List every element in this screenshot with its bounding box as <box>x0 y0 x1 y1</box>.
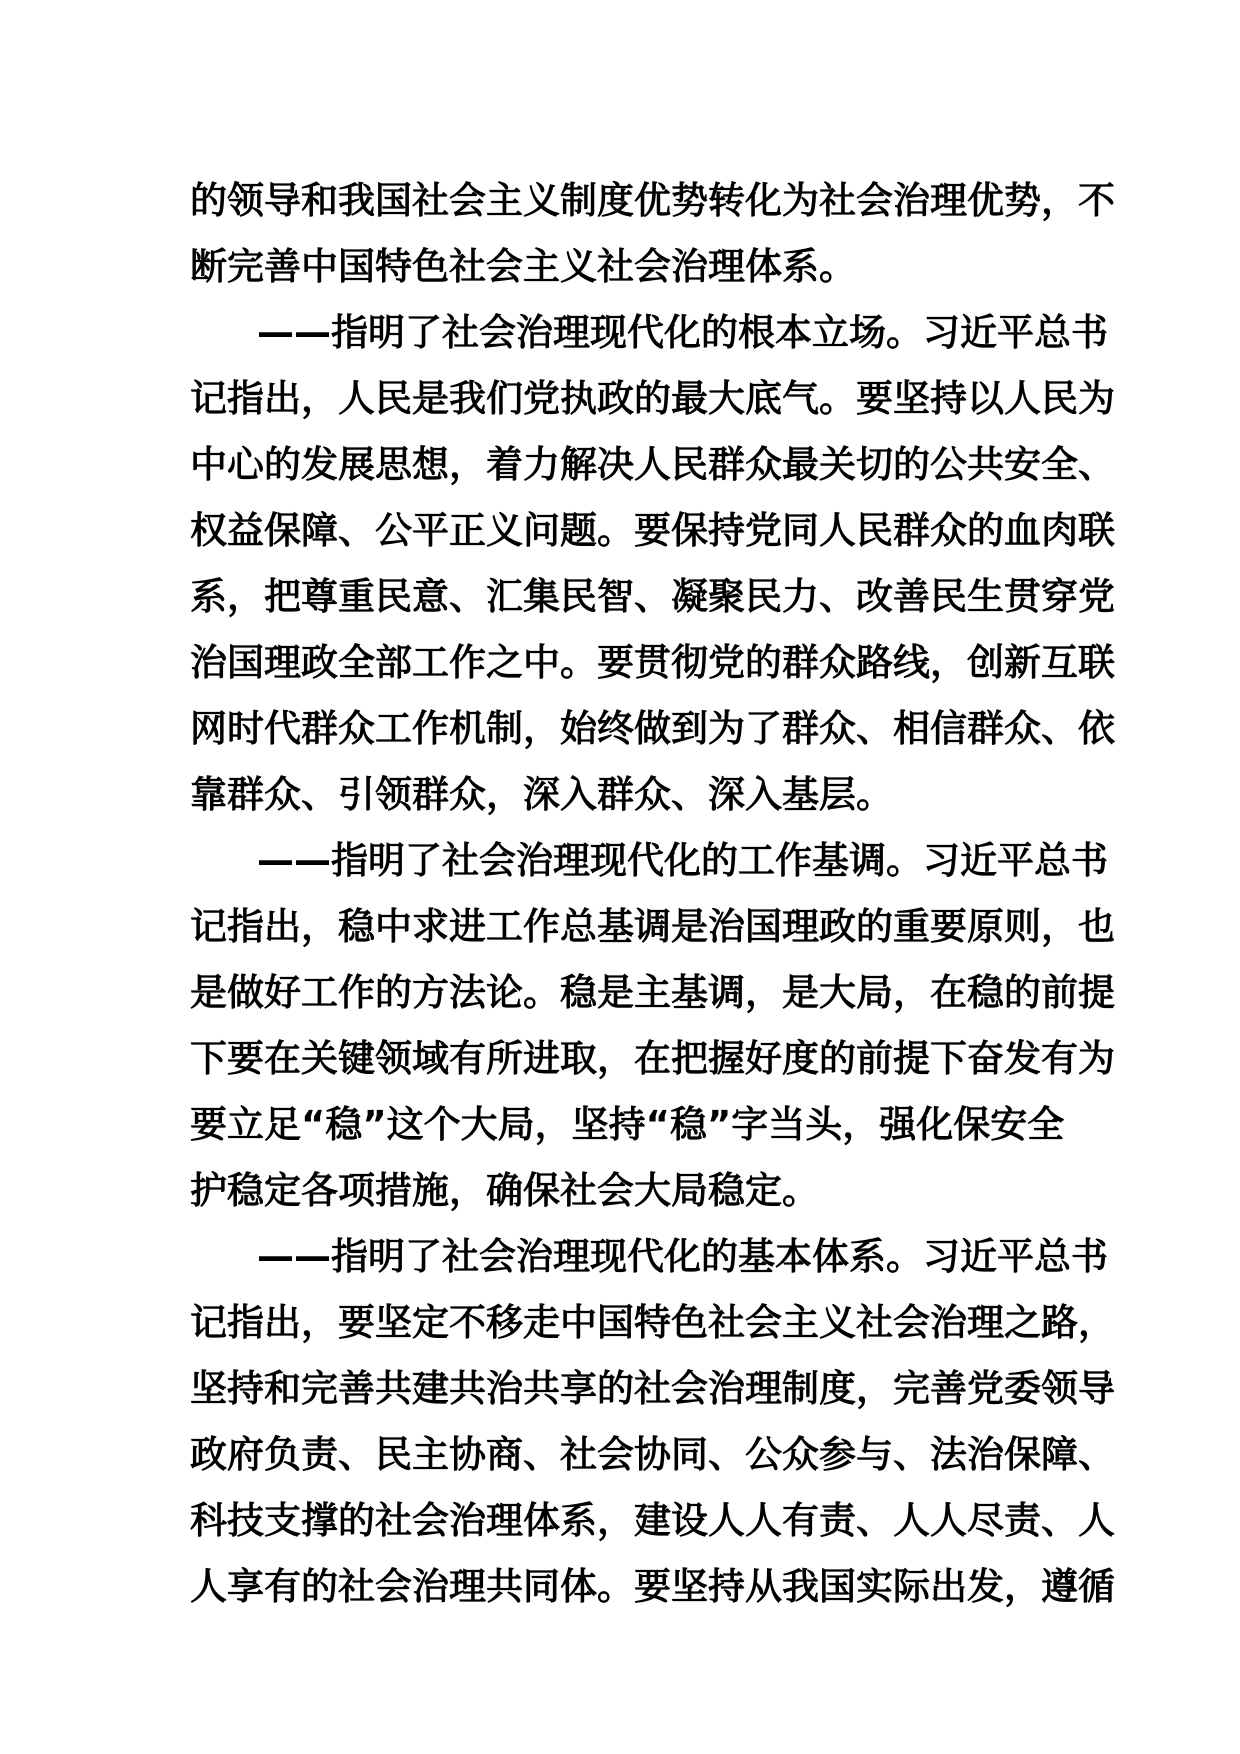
text-line: ——指明了社会治理现代化的基本体系。习近平总书 <box>257 1235 1108 1278</box>
text-line: 记指出，要坚定不移走中国特色社会主义社会治理之路， <box>190 1301 1115 1344</box>
text-line: 记指出，稳中求进工作总基调是治国理政的重要原则，也 <box>190 905 1115 948</box>
text-line: 治国理政全部工作之中。要贯彻党的群众路线，创新互联 <box>190 641 1115 684</box>
text-line: 权益保障、公平正义问题。要保持党同人民群众的血肉联 <box>190 509 1115 552</box>
body-text <box>190 168 1115 1620</box>
text-line: 人享有的社会治理共同体。要坚持从我国实际出发，遵循 <box>190 1565 1115 1608</box>
text-line: 断完善中国特色社会主义社会治理体系。 <box>190 245 856 288</box>
text-line: 政府负责、民主协商、社会协同、公众参与、法治保障、 <box>190 1433 1115 1476</box>
text-line: 中心的发展思想，着力解决人民群众最关切的公共安全、 <box>190 443 1115 486</box>
text-line: ——指明了社会治理现代化的根本立场。习近平总书 <box>257 311 1108 354</box>
text-line: 坚持和完善共建共治共享的社会治理制度，完善党委领导 <box>190 1367 1115 1410</box>
text-line: ——指明了社会治理现代化的工作基调。习近平总书 <box>257 839 1108 882</box>
text-line: 系，把尊重民意、汇集民智、凝聚民力、改善民生贯穿党 <box>190 575 1115 618</box>
text-line: 记指出，人民是我们党执政的最大底气。要坚持以人民为 <box>190 377 1115 420</box>
text-line: 要立足“稳”这个大局，坚持“稳”字当头，强化保安全 <box>190 1103 1065 1146</box>
text-line: 科技支撑的社会治理体系，建设人人有责、人人尽责、人 <box>190 1499 1115 1542</box>
text-line: 网时代群众工作机制，始终做到为了群众、相信群众、依 <box>190 707 1115 750</box>
text-line: 护稳定各项措施，确保社会大局稳定。 <box>190 1169 819 1212</box>
text-line: 下要在关键领域有所进取，在把握好度的前提下奋发有为 <box>190 1037 1115 1080</box>
text-line: 靠群众、引领群众，深入群众、深入基层。 <box>190 773 893 816</box>
text-line: 是做好工作的方法论。稳是主基调，是大局，在稳的前提 <box>190 971 1115 1014</box>
text-line: 的领导和我国社会主义制度优势转化为社会治理优势，不 <box>190 179 1115 222</box>
